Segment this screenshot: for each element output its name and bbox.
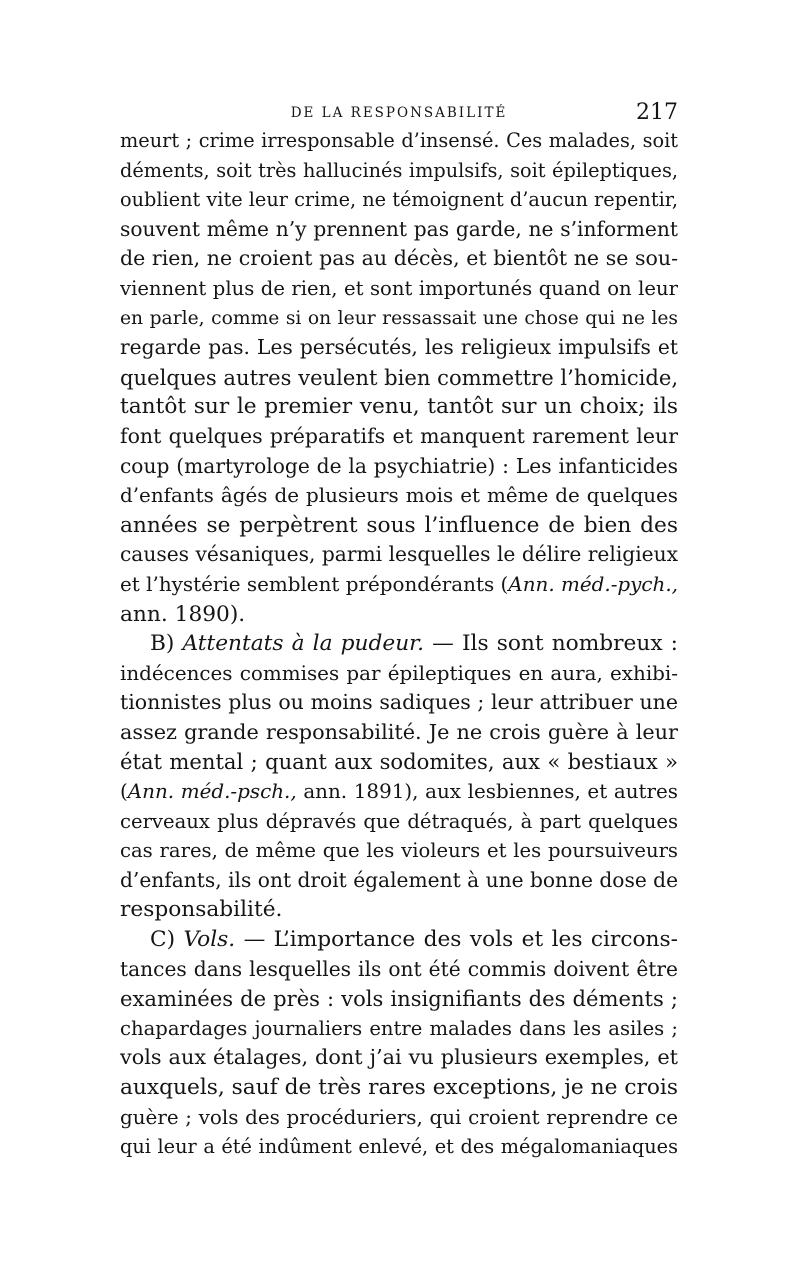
section-heading-line	[120, 925, 678, 955]
text-line: en parle, comme si on leur ressassait une chose qui ne les	[120, 307, 678, 329]
text-line: examinées de près : vols insignifiants des déments ;	[120, 986, 678, 1012]
text-line: de rien, ne croient pas au décès, et bientôt ne se sou-	[120, 246, 678, 271]
text-line: responsabilité.	[120, 897, 283, 923]
text-line: chapardages journaliers entre malades dans les asiles ;	[120, 1016, 678, 1040]
text-line: tantôt sur le premier venu, tantôt sur un choix; ils	[120, 394, 678, 420]
section-heading: Attentats à la pudeur.	[182, 631, 425, 657]
section-label: B)	[150, 631, 183, 657]
text-line: tances dans lesquelles ils ont été commis doivent être	[120, 956, 678, 981]
text-span: — Ils sont nombreux :	[424, 631, 678, 657]
section-heading: Vols.	[183, 927, 236, 953]
text-line: tionnistes plus ou moins sadiques ; leur attribuer une	[120, 690, 678, 715]
text-line: vols aux étalages, dont j’ai vu plusieurs exemples, et	[120, 1045, 678, 1070]
text-line: quelques autres veulent bien commettre l’homicide,	[120, 364, 679, 390]
citation: Ann. méd.-psch.,	[127, 780, 297, 804]
text-line: déments, soit très hallucinés impulsifs, soit épileptiques,	[120, 158, 678, 182]
text-line: d’enfants âgés de plusieurs mois et même de quelques	[120, 484, 678, 508]
text-line: font quelques préparatifs et manquent rarement leur	[120, 423, 678, 448]
text-line: assez grande responsabilité. Je ne crois guère à leur	[120, 719, 678, 744]
text-line: ann. 1890).	[120, 601, 246, 627]
text-line: auxquels, sauf de très rares exceptions, je ne crois	[120, 1075, 678, 1100]
text-line: d’enfants, ils ont droit également à une bonne dose de	[120, 867, 679, 892]
text-line: souvent même n’y prennent pas garde, ne s’informent	[120, 216, 678, 241]
text-line: qui leur a été indûment enlevé, et des mégalomaniaques	[120, 1135, 678, 1159]
page-number: 217	[636, 100, 678, 125]
text-line: causes vésaniques, parmi lesquelles le délire religieux	[120, 542, 678, 567]
citation: Ann. méd.-pych.,	[508, 572, 678, 596]
section-label: C)	[150, 927, 184, 953]
text-line: guère ; vols des procéduriers, qui croient reprendre ce	[120, 1105, 678, 1129]
text-line: cas rares, de même que les violeurs et les poursuiveurs	[120, 839, 678, 863]
text-line: années se perpètrent sous l’influence de bien des	[120, 512, 678, 538]
text-line: état mental ; quant aux sodomites, aux « bestiaux »	[120, 749, 678, 775]
text-span: (	[120, 780, 128, 804]
text-line: coup (martyrologe de la psychiatrie) : Les infanticides	[120, 453, 678, 478]
text-line	[120, 777, 678, 807]
text-line: indécences commises par épileptiques en aura, exhibi-	[120, 661, 678, 685]
text-line: cerveaux plus dépravés que détraqués, à part quelques	[120, 809, 678, 833]
text-span: — L’importance des vols et les circons-	[235, 927, 678, 953]
section-heading-line	[120, 629, 678, 659]
text-line: viennent plus de rien, et sont importunés quand on leur	[120, 276, 678, 300]
text-line	[120, 570, 678, 600]
text-line: meurt ; crime irresponsable d’insensé. Ces malades, soit	[120, 129, 678, 152]
text-line: regarde pas. Les persécutés, les religieux impulsifs et	[120, 335, 678, 360]
text-span: et l’hystérie semblent prépondérants (	[120, 572, 509, 596]
running-head	[120, 100, 678, 124]
running-title: DE LA RESPONSABILITÉ	[290, 105, 508, 121]
text-line: oublient vite leur crime, ne témoignent d’aucun repentir,	[120, 188, 678, 212]
text-span: ann. 1891), aux lesbiennes, et autres	[296, 780, 678, 804]
body-text	[120, 126, 678, 1162]
